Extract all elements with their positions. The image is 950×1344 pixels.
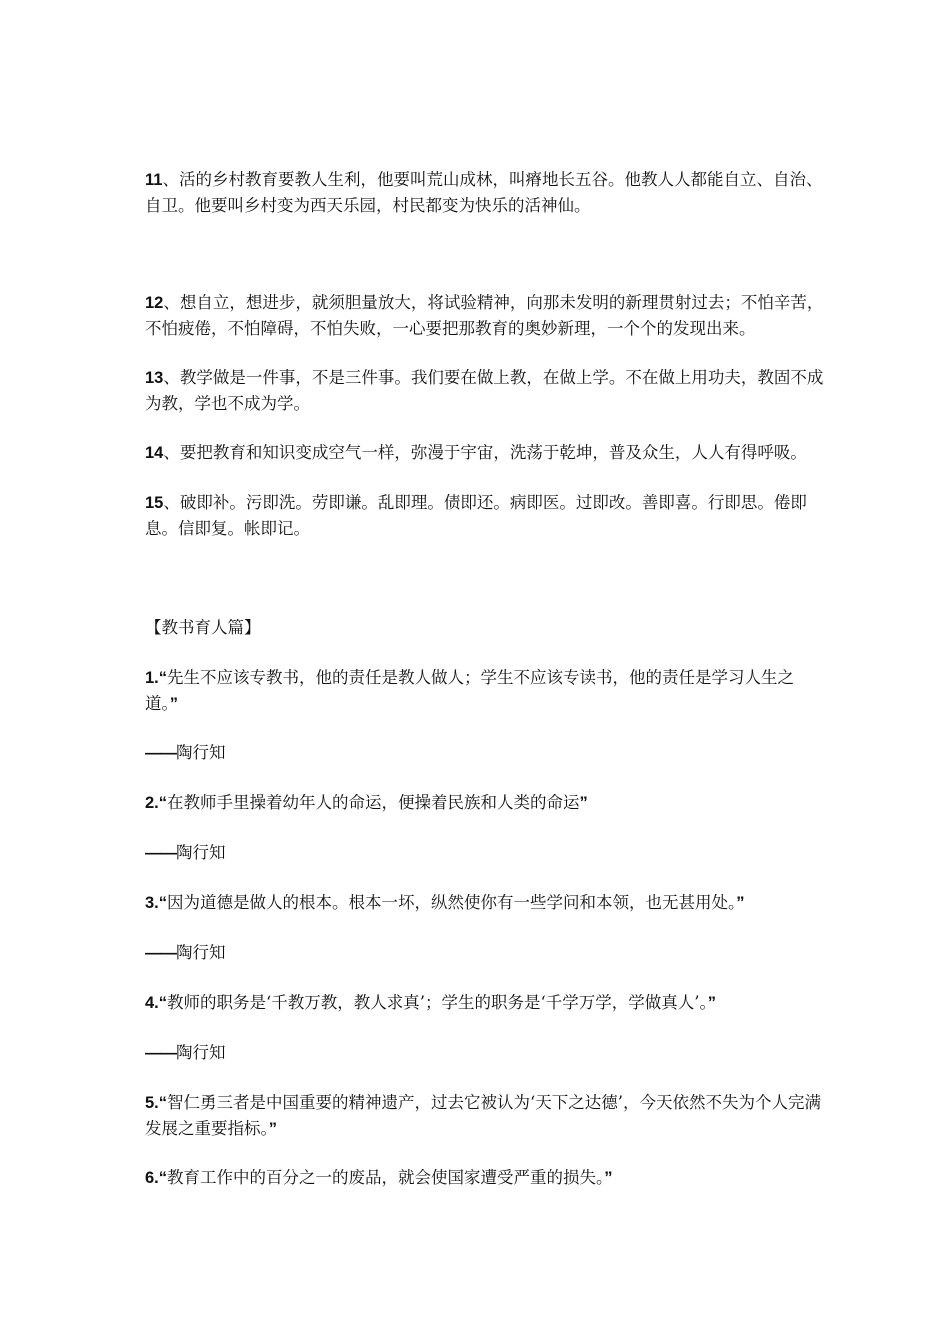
item-text: 、想自立，想进步，就须胆量放大，将试验精神，向那未发明的新理贯射过去；不怕辛苦，不怕疲倦，不怕障碍，不怕失败，一心要把那教育的奥妙新理，一个个的发现出来。 <box>145 293 824 338</box>
attribution-dash: —— <box>145 944 176 962</box>
item-14 <box>145 440 845 466</box>
item-number: 15 <box>145 494 164 512</box>
item-number: 13 <box>145 369 164 387</box>
quote-close: ” <box>736 894 745 912</box>
item-13 <box>145 365 825 417</box>
quote-text: 先生不应该专教书，他的责任是教人做人；学生不应该专读书，他的责任是学习人生之道。 <box>145 668 795 713</box>
attribution <box>145 740 825 766</box>
quote-close: ” <box>604 1169 613 1187</box>
quote-3 <box>145 890 825 916</box>
item-number: 14 <box>145 444 164 462</box>
quote-close: ” <box>579 794 588 812</box>
quote-close: ” <box>707 994 716 1012</box>
attribution-dash: —— <box>145 844 176 862</box>
quote-number: 4.“ <box>145 994 168 1012</box>
item-number: 11 <box>145 171 163 189</box>
quote-text: 因为道德是做人的根本。根本一坏，纵然使你有一些学问和本领，也无甚用处。 <box>167 893 737 912</box>
quote-6 <box>145 1165 825 1191</box>
quote-number: 3.“ <box>145 894 168 912</box>
quote-text: 教育工作中的百分之一的废品，就会使国家遭受严重的损失。 <box>167 1168 605 1187</box>
quote-4 <box>145 990 825 1016</box>
attribution-name: 陶行知 <box>176 1043 226 1062</box>
quote-number: 1.“ <box>145 669 168 687</box>
attribution-dash: —— <box>145 1044 176 1062</box>
quote-text: 在教师手里操着幼年人的命运，便操着民族和人类的命运 <box>167 793 580 812</box>
quote-close: ” <box>169 695 178 713</box>
attribution-name: 陶行知 <box>176 843 226 862</box>
quote-number: 5.“ <box>145 1094 168 1112</box>
item-text: 、要把教育和知识变成空气一样，弥漫于宇宙，洗荡于乾坤，普及众生，人人有得呼吸。 <box>163 443 807 462</box>
item-11 <box>145 167 825 219</box>
quote-text: 智仁勇三者是中国重要的精神遗产，过去它被认为‘天下之达德’，今天依然不失为个人完满发展之重要指标。 <box>145 1093 822 1138</box>
attribution-name: 陶行知 <box>176 943 226 962</box>
attribution <box>145 940 825 966</box>
attribution <box>145 840 825 866</box>
attribution-dash: —— <box>145 744 176 762</box>
section-title: 【教书育人篇】 <box>145 618 261 637</box>
item-15 <box>145 490 825 542</box>
attribution-name: 陶行知 <box>176 743 226 762</box>
item-text: 、教学做是一件事，不是三件事。我们要在做上教，在做上学。不在做上用功夫，教固不成为教，学也不成为学。 <box>145 368 824 413</box>
quote-1 <box>145 665 825 717</box>
quote-5 <box>145 1090 825 1142</box>
item-number: 12 <box>145 294 164 312</box>
attribution <box>145 1040 825 1066</box>
quote-text: 教师的职务是‘千教万教，教人求真’；学生的职务是‘千学万学，学做真人’。 <box>167 993 708 1012</box>
quote-number: 2.“ <box>145 794 168 812</box>
item-text: 、活的乡村教育要教人生利，他要叫荒山成林，叫瘠地长五谷。他教人人都能自立、自治、自卫。他要叫乡村变为西天乐园，村民都变为快乐的活神仙。 <box>145 170 823 215</box>
item-text: 、破即补。污即洗。劳即谦。乱即理。债即还。病即医。过即改。善即喜。行即思。倦即息。信即复。帐即记。 <box>145 493 807 538</box>
quote-close: ” <box>268 1120 277 1138</box>
item-12 <box>145 290 825 342</box>
quote-2 <box>145 790 825 816</box>
quote-number: 6.“ <box>145 1169 168 1187</box>
